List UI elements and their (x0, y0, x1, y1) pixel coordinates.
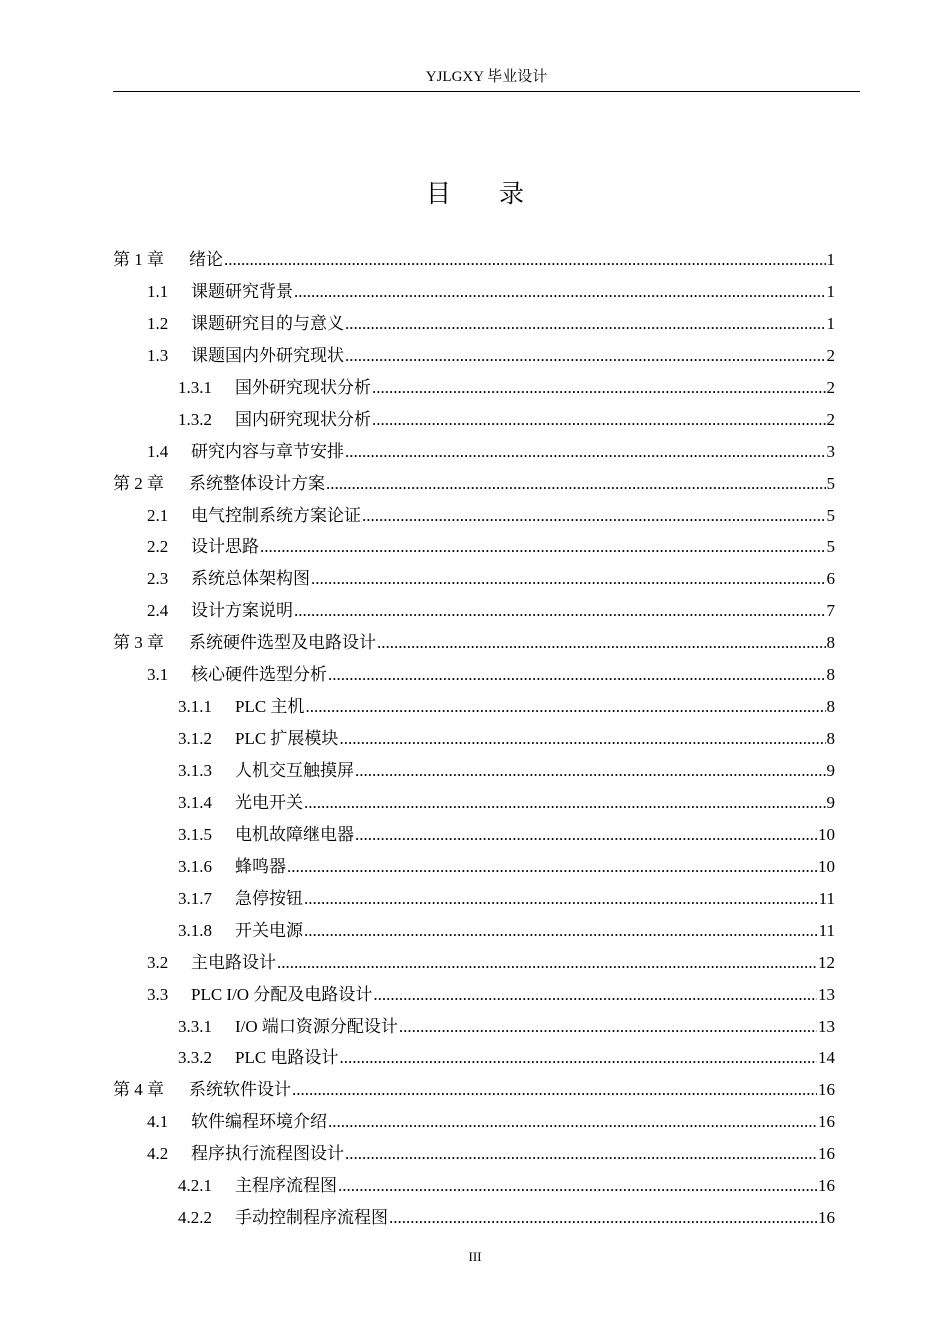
toc-entry[interactable] (113, 1011, 835, 1043)
toc-entry-page: 1 (826, 250, 835, 269)
toc-dot-leader (373, 979, 817, 1011)
toc-entry[interactable] (113, 819, 835, 851)
toc-entry-label: 人机交互触摸屏 (235, 761, 354, 780)
toc-entry-page: 9 (826, 792, 835, 812)
toc-dot-leader (292, 1074, 817, 1106)
toc-entry-number: 1.3.1 (178, 377, 212, 397)
toc-entry[interactable] (113, 723, 835, 755)
toc-dot-leader (338, 1170, 817, 1202)
toc-entry-label: 软件编程环境介绍 (191, 1112, 327, 1132)
toc-entry-label: 系统总体架构图 (191, 569, 310, 589)
toc-dot-leader (339, 1042, 817, 1074)
toc-entry-label: 开关电源 (235, 920, 303, 940)
toc-entry-label: 系统软件设计 (189, 1080, 291, 1100)
toc-entry[interactable] (113, 1074, 835, 1106)
toc-entry[interactable] (113, 468, 835, 500)
toc-entry-page: 9 (826, 761, 835, 780)
toc-entry-label: 主电路设计 (191, 952, 276, 972)
toc-entry-number: 第 4 章 (113, 1080, 164, 1100)
toc-entry-label: 课题研究目的与意义 (191, 313, 344, 333)
toc-entry[interactable] (113, 755, 835, 787)
toc-entry-label: PLC I/O 分配及电路设计 (191, 984, 373, 1004)
toc-dot-leader (339, 723, 825, 755)
toc-entry-label: 电机故障继电器 (235, 824, 354, 844)
toc-dot-leader (224, 244, 826, 276)
toc-dot-leader (304, 787, 826, 819)
toc-entry-page: 13 (818, 984, 835, 1004)
toc-entry-page: 16 (818, 1080, 835, 1100)
toc-entry-page: 2 (826, 377, 835, 397)
toc-entry[interactable] (113, 340, 835, 372)
toc-entry-number: 3.1.7 (178, 888, 212, 908)
toc-entry[interactable] (113, 915, 835, 947)
toc-entry-label: 光电开关 (235, 792, 303, 812)
toc-entry-number: 3.1.3 (178, 761, 212, 780)
toc-entry-page: 8 (826, 665, 835, 685)
toc-entry[interactable] (113, 563, 835, 595)
toc-dot-leader (294, 276, 826, 308)
toc-entry-label: PLC 主机 (235, 697, 305, 717)
toc-dot-leader (328, 1106, 817, 1138)
toc-entry[interactable] (113, 627, 835, 659)
header-text: YJLGXY 毕业设计 (425, 69, 548, 85)
toc-entry-page: 5 (826, 537, 835, 557)
toc-dot-leader (377, 627, 826, 659)
toc-entry[interactable] (113, 276, 835, 308)
toc-entry-page: 7 (826, 601, 835, 621)
toc-dot-leader (345, 340, 826, 372)
toc-dot-leader (372, 372, 826, 404)
toc-entry-page: 11 (818, 888, 835, 908)
toc-dot-leader (304, 915, 818, 947)
toc-entry-label: 绪论 (189, 250, 223, 269)
toc-entry-page: 8 (826, 729, 835, 749)
toc-entry-number: 3.1.8 (178, 920, 212, 940)
toc-entry-page: 8 (826, 633, 835, 653)
toc-entry-number: 3.1.1 (178, 697, 212, 717)
toc-entry[interactable] (113, 979, 835, 1011)
title-char-2: 录 (499, 181, 525, 208)
toc-entry-page: 16 (818, 1208, 835, 1228)
toc-entry-label: 系统整体设计方案 (189, 473, 325, 493)
toc-entry-label: 手动控制程序流程图 (235, 1208, 388, 1228)
page-title (0, 178, 950, 212)
toc-entry-number: 3.1.4 (178, 792, 212, 812)
toc-entry-number: 3.1.6 (178, 856, 212, 876)
toc-entry-page: 3 (826, 441, 835, 461)
toc-dot-leader (294, 595, 826, 627)
toc-entry[interactable] (113, 500, 835, 532)
toc-entry-page: 14 (818, 1048, 835, 1068)
toc-entry[interactable] (113, 436, 835, 468)
toc-entry-number: 3.2 (147, 952, 169, 972)
toc-entry-label: PLC 电路设计 (235, 1048, 339, 1068)
toc-entry-page: 2 (826, 409, 835, 429)
toc-entry-label: 国外研究现状分析 (235, 377, 371, 397)
toc-entry-label: 蜂鸣器 (235, 856, 286, 876)
toc-entry-number: 2.2 (147, 537, 169, 557)
toc-entry-number: 2.1 (147, 505, 169, 525)
toc-dot-leader (260, 531, 826, 563)
toc-dot-leader (389, 1202, 817, 1234)
toc-dot-leader (277, 947, 817, 979)
toc-entry-label: I/O 端口资源分配设计 (235, 1016, 398, 1036)
toc-entry[interactable] (113, 947, 835, 979)
toc-entry-page: 11 (818, 920, 835, 940)
toc-dot-leader (328, 659, 826, 691)
toc-entry[interactable] (113, 1170, 835, 1202)
toc-dot-leader (345, 436, 826, 468)
toc-entry-page: 10 (818, 856, 835, 876)
toc-entry[interactable] (113, 1042, 835, 1074)
toc-dot-leader (355, 819, 817, 851)
toc-dot-leader (355, 755, 826, 787)
toc-dot-leader (372, 404, 826, 436)
toc-entry-number: 3.3.2 (178, 1048, 212, 1068)
toc-entry-number: 1.1 (147, 281, 169, 301)
page-footer (0, 1248, 950, 1266)
toc-entry-label: 设计思路 (191, 537, 259, 557)
toc-entry[interactable] (113, 883, 835, 915)
toc-entry-label: 设计方案说明 (191, 601, 293, 621)
toc-entry[interactable] (113, 404, 835, 436)
toc-dot-leader (304, 883, 818, 915)
toc-entry-page: 16 (818, 1112, 835, 1132)
toc-dot-leader (399, 1011, 817, 1043)
toc-entry-page: 1 (826, 281, 835, 301)
toc-entry-number: 3.1.2 (178, 729, 212, 749)
toc-entry-number: 4.2 (147, 1144, 169, 1164)
toc-entry-number: 3.3.1 (178, 1016, 212, 1036)
toc-entry-number: 第 3 章 (113, 633, 164, 653)
toc-dot-leader (345, 1138, 817, 1170)
toc-entry-page: 13 (818, 1016, 835, 1036)
toc-entry-number: 1.2 (147, 313, 169, 333)
toc-entry-number: 1.3 (147, 345, 169, 365)
toc-entry[interactable] (113, 1202, 835, 1234)
toc-entry-page: 10 (818, 824, 835, 844)
toc-entry[interactable] (113, 372, 835, 404)
toc-entry-page: 16 (818, 1176, 835, 1196)
toc-entry-number: 4.1 (147, 1112, 169, 1132)
toc-entry-number: 2.3 (147, 569, 169, 589)
toc-entry-number: 第 2 章 (113, 473, 164, 493)
toc-entry[interactable] (113, 851, 835, 883)
toc-entry[interactable] (113, 244, 835, 276)
page-header (113, 66, 860, 92)
toc-entry-page: 2 (826, 345, 835, 365)
toc-entry-number: 1.3.2 (178, 409, 212, 429)
toc-entry-label: 程序执行流程图设计 (191, 1144, 344, 1164)
toc-entry-page: 16 (818, 1144, 835, 1164)
toc-dot-leader (362, 500, 826, 532)
toc-entry-number: 4.2.2 (178, 1208, 212, 1228)
toc-entry-number: 3.1.5 (178, 824, 212, 844)
toc-entry-number: 4.2.1 (178, 1176, 212, 1196)
toc-dot-leader (287, 851, 817, 883)
toc-entry[interactable] (113, 595, 835, 627)
toc-entry-label: 国内研究现状分析 (235, 409, 371, 429)
toc-entry-label: 课题国内外研究现状 (191, 345, 344, 365)
toc-entry[interactable] (113, 659, 835, 691)
toc-entry-label: 课题研究背景 (191, 281, 293, 301)
toc-entry[interactable] (113, 531, 835, 563)
toc-entry-label: 研究内容与章节安排 (191, 441, 344, 461)
toc-entry-page: 5 (826, 505, 835, 525)
toc-entry-label: 核心硬件选型分析 (191, 665, 327, 685)
toc-dot-leader (305, 691, 825, 723)
toc-dot-leader (311, 563, 826, 595)
toc-entry-number: 3.1 (147, 665, 169, 685)
toc-dot-leader (326, 468, 826, 500)
toc-entry-number: 第 1 章 (113, 250, 164, 269)
toc-entry[interactable] (113, 1106, 835, 1138)
toc-entry[interactable] (113, 1138, 835, 1170)
toc-entry-page: 6 (826, 569, 835, 589)
toc-entry-label: 主程序流程图 (235, 1176, 337, 1196)
toc-dot-leader (345, 308, 826, 340)
toc-entry-label: PLC 扩展模块 (235, 729, 339, 749)
toc-entry-page: 5 (826, 473, 835, 493)
toc-entry[interactable] (113, 787, 835, 819)
title-char-1: 目 (425, 181, 451, 208)
toc-entry-number: 2.4 (147, 601, 169, 621)
toc-entry-number: 3.3 (147, 984, 169, 1004)
toc-entry-number: 1.4 (147, 441, 169, 461)
toc-entry-label: 系统硬件选型及电路设计 (189, 633, 376, 653)
toc-entry-label: 急停按钮 (235, 888, 303, 908)
page-number: III (468, 1249, 482, 1264)
toc-entry-label: 电气控制系统方案论证 (191, 505, 361, 525)
toc-entry[interactable] (113, 691, 835, 723)
toc-entry-page: 8 (826, 697, 835, 717)
toc-entry[interactable] (113, 308, 835, 340)
toc-entry-page: 1 (826, 313, 835, 333)
table-of-contents (113, 244, 835, 1234)
toc-entry-page: 12 (818, 952, 835, 972)
